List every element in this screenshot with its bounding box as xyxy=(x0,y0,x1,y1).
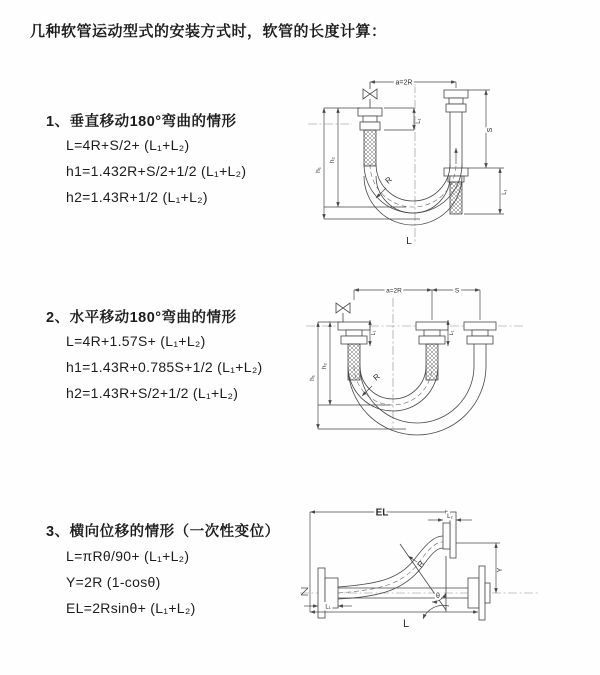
section3-heading: 3、横向位移的情形（一次性变位） xyxy=(46,524,280,540)
valve-icon xyxy=(336,303,350,313)
dim-h1-label: h₁ xyxy=(315,167,322,173)
dim-h1-label: h₁ xyxy=(309,375,316,381)
dim-theta-label: θ xyxy=(436,593,440,600)
section2-formula-L: L=4R+1.57S+ (L₁+L₂) xyxy=(66,333,206,349)
diagram-horizontal-180-bend xyxy=(306,278,526,458)
section2-formula-h1: h1=1.43R+0.785S+1/2 (L₁+L₂) xyxy=(66,359,263,375)
dim-l1-label: L₁ xyxy=(325,604,331,611)
right-fitting xyxy=(464,322,496,344)
dim-h2-label: h₂ xyxy=(321,362,328,370)
right-fitting-lower xyxy=(444,168,468,182)
page-title: 几种软管运动型式的安装方式时，软管的长度计算： xyxy=(30,23,387,40)
dim-el-label: EL xyxy=(375,507,389,519)
dim-l1-left-label: L₁ xyxy=(371,330,377,336)
right-fitting-upper xyxy=(444,90,468,112)
dim-l1-mid-label: L₁ xyxy=(449,330,455,336)
dim-a2r-label: a=2R xyxy=(395,79,413,87)
middle-fitting xyxy=(416,322,448,344)
section3-formula-EL: EL=2Rsinθ+ (L₁+L₂) xyxy=(66,600,196,616)
section3-formula-L: L=πRθ/90+ (L₁+L₂) xyxy=(66,548,190,564)
diagram-lateral-displacement xyxy=(296,498,562,654)
section1-formula-L: L=4R+S/2+ (L₁+L₂) xyxy=(66,137,190,153)
hose-s-curve xyxy=(338,536,443,599)
dim-l1-right-label: L₁ xyxy=(502,189,508,195)
left-flange xyxy=(318,568,338,618)
braid-left xyxy=(348,344,360,380)
braid-middle xyxy=(426,344,438,380)
dim-r-label: R xyxy=(371,371,382,383)
section2-heading: 2、水平移动180°弯曲的情形 xyxy=(46,310,237,326)
dim-s-label: S xyxy=(487,127,494,133)
radius-line xyxy=(400,544,446,610)
dim-h2-label: h₂ xyxy=(329,156,336,164)
braid-right xyxy=(450,182,462,214)
section1-formula-h1: h1=1.432R+S/2+1/2 (L₁+L₂) xyxy=(66,163,247,179)
dim-r-label: R xyxy=(415,559,427,570)
section3-formula-Y: Y=2R (1-cosθ) xyxy=(66,574,161,590)
dim-s-label: S xyxy=(454,287,460,295)
centerline-mark-icon xyxy=(301,588,308,595)
left-fitting xyxy=(338,322,370,344)
diagram-vertical-180-bend xyxy=(308,68,522,252)
dim-l-label: L xyxy=(402,618,410,630)
dim-l-label: L xyxy=(406,236,412,247)
braid-left xyxy=(364,130,376,166)
section2-formula-h2: h2=1.43R+S/2+1/2 (L₁+L₂) xyxy=(66,385,239,401)
hose-u-bend xyxy=(348,366,486,435)
left-fitting xyxy=(358,108,382,130)
dim-y-label: Y xyxy=(497,567,504,573)
valve-icon xyxy=(363,89,377,99)
dim-l1-top-label: L₁ xyxy=(416,118,422,124)
dim-r-label: R xyxy=(383,174,394,186)
section1-formula-h2: h2=1.43R+1/2 (L₁+L₂) xyxy=(66,189,208,205)
dim-l2-label: L₂ xyxy=(447,514,453,520)
section1-heading: 1、垂直移动180°弯曲的情形 xyxy=(46,114,237,130)
dim-a2r-label: a=2R xyxy=(386,287,402,295)
